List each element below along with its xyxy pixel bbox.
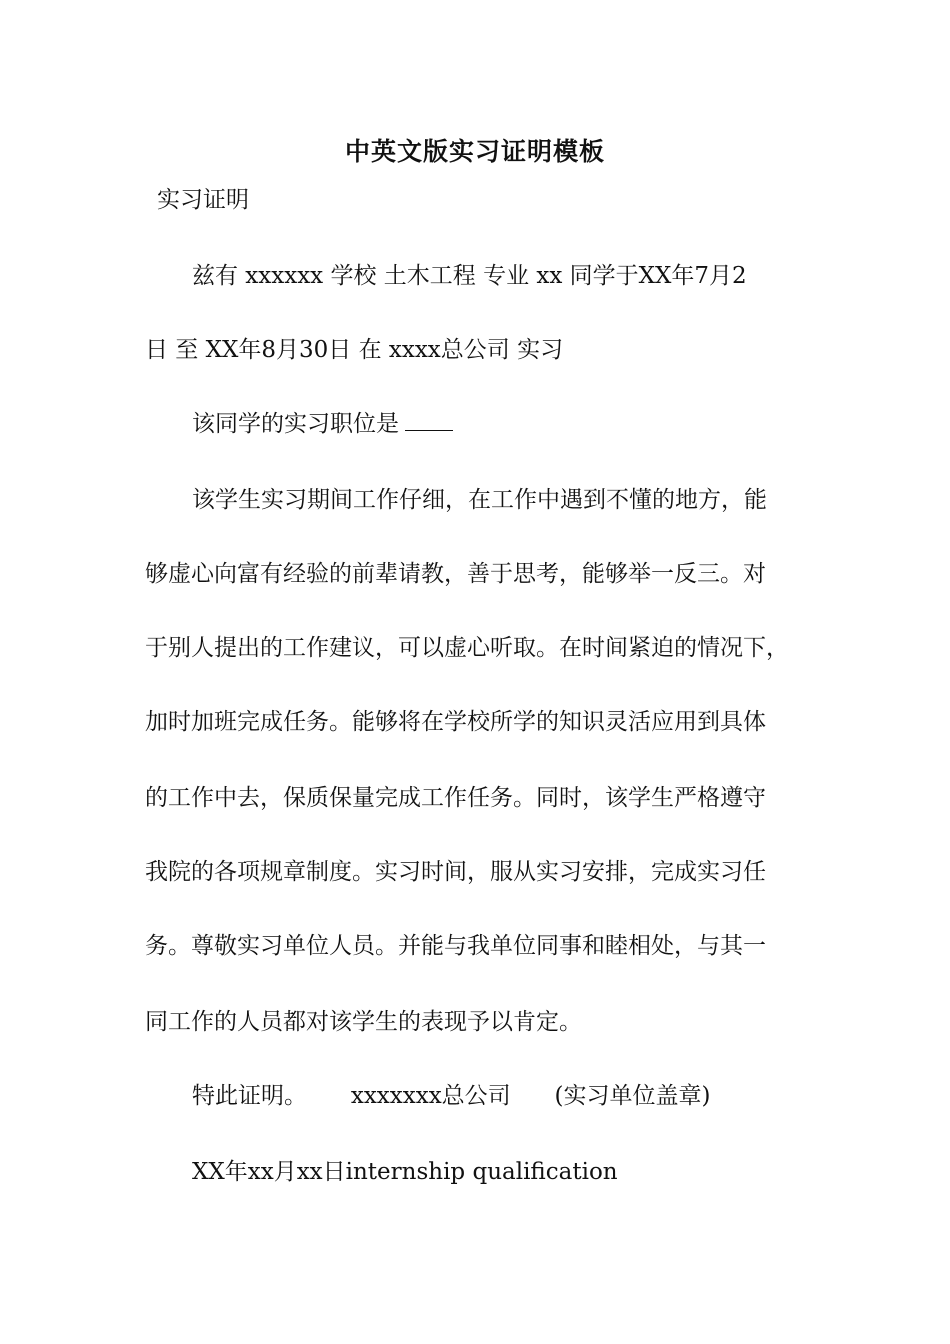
paragraph-line: 于别人提出的工作建议，可以虚心听取。在时间紧迫的情况下， — [145, 635, 789, 661]
paragraph-line: 该学生实习期间工作仔细，在工作中遇到不懂的地方，能 — [192, 487, 767, 513]
paragraph-line: 我院的各项规章制度。实习时间，服从实习安排，完成实习任 — [145, 859, 766, 885]
document-title: 中英文版实习证明模板 — [344, 137, 605, 166]
document-subtitle: 实习证明 — [157, 187, 249, 213]
paragraph-line: 加时加班完成任务。能够将在学校所学的知识灵活应用到具体 — [145, 709, 766, 735]
paragraph-line: 务。尊敬实习单位人员。并能与我单位同事和睦相处，与其一 — [145, 933, 766, 959]
position-line — [192, 408, 832, 440]
paragraph-line: 日 至 XX年8月30日 在 xxxx总公司 实习 — [145, 337, 564, 363]
certification-line: 特此证明。 xxxxxxx总公司 (实习单位盖章) — [192, 1083, 711, 1109]
paragraph-line: 够虚心向富有经验的前辈请教，善于思考，能够举一反三。对 — [145, 561, 766, 587]
date-line: XX年xx月xx日internship qualification — [192, 1159, 618, 1185]
position-blank — [405, 408, 453, 431]
paragraph-line: 同工作的人员都对该学生的表现予以肯定。 — [145, 1009, 582, 1035]
paragraph-line: 的工作中去，保质保量完成工作任务。同时，该学生严格遵守 — [145, 785, 766, 811]
position-label: 该同学的实习职位是 — [192, 411, 399, 437]
paragraph-line: 兹有 xxxxxx 学校 土木工程 专业 xx 同学于XX年7月2 — [192, 263, 747, 289]
